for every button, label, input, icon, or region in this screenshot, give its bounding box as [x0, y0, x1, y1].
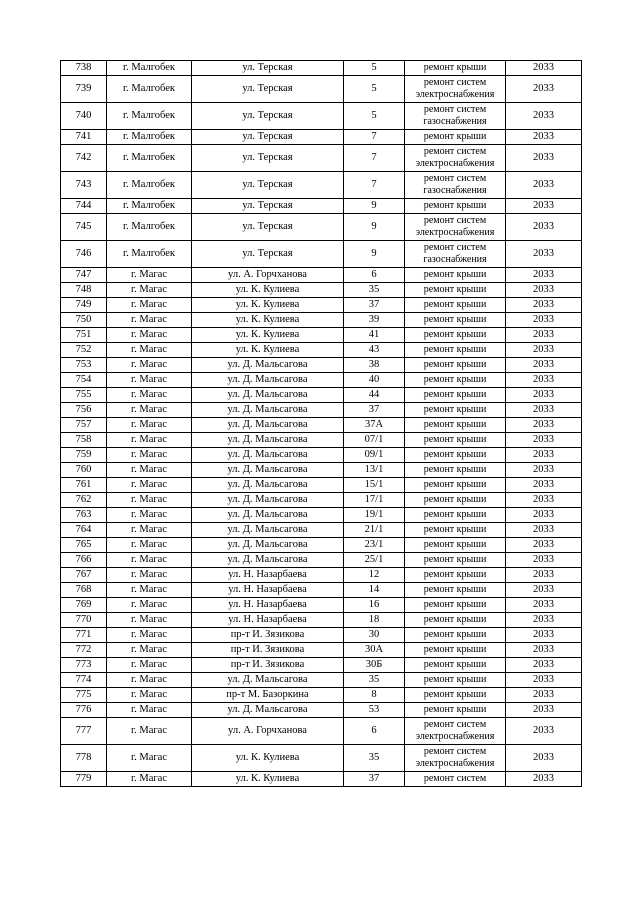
- city-cell: г. Малгобек: [107, 145, 192, 172]
- table-row: [61, 658, 582, 673]
- work-type-cell: ремонт крыши: [405, 478, 506, 493]
- work-type-cell: ремонт крыши: [405, 298, 506, 313]
- house-number-cell: 35: [344, 673, 405, 688]
- work-type-cell: ремонт крыши: [405, 343, 506, 358]
- street-cell: ул. К. Кулиева: [192, 313, 344, 328]
- year-cell: 2033: [506, 718, 582, 745]
- table-row: [61, 130, 582, 145]
- street-cell: пр-т М. Базоркина: [192, 688, 344, 703]
- street-cell: ул. Д. Мальсагова: [192, 538, 344, 553]
- street-cell: ул. Д. Мальсагова: [192, 463, 344, 478]
- street-cell: ул. Терская: [192, 214, 344, 241]
- year-cell: 2033: [506, 268, 582, 283]
- row-number-cell: 755: [61, 388, 107, 403]
- city-cell: г. Магас: [107, 583, 192, 598]
- table-row: [61, 673, 582, 688]
- table-row: [61, 403, 582, 418]
- city-cell: г. Магас: [107, 772, 192, 787]
- table-row: [61, 628, 582, 643]
- work-type-cell: ремонт крыши: [405, 628, 506, 643]
- city-cell: г. Малгобек: [107, 241, 192, 268]
- house-number-cell: 09/1: [344, 448, 405, 463]
- row-number-cell: 757: [61, 418, 107, 433]
- year-cell: 2033: [506, 553, 582, 568]
- year-cell: 2033: [506, 343, 582, 358]
- year-cell: 2033: [506, 448, 582, 463]
- row-number-cell: 773: [61, 658, 107, 673]
- house-number-cell: 37: [344, 772, 405, 787]
- table-row: [61, 268, 582, 283]
- street-cell: ул. Терская: [192, 172, 344, 199]
- row-number-cell: 778: [61, 745, 107, 772]
- work-type-cell: ремонт систем электроснабжения: [405, 76, 506, 103]
- house-number-cell: 9: [344, 199, 405, 214]
- year-cell: 2033: [506, 103, 582, 130]
- year-cell: 2033: [506, 403, 582, 418]
- row-number-cell: 775: [61, 688, 107, 703]
- work-type-cell: ремонт крыши: [405, 433, 506, 448]
- city-cell: г. Магас: [107, 628, 192, 643]
- year-cell: 2033: [506, 673, 582, 688]
- year-cell: 2033: [506, 523, 582, 538]
- city-cell: г. Магас: [107, 703, 192, 718]
- row-number-cell: 740: [61, 103, 107, 130]
- house-number-cell: 5: [344, 103, 405, 130]
- city-cell: г. Магас: [107, 718, 192, 745]
- city-cell: г. Малгобек: [107, 103, 192, 130]
- city-cell: г. Магас: [107, 448, 192, 463]
- house-number-cell: 21/1: [344, 523, 405, 538]
- table-body: [61, 61, 582, 787]
- table-row: [61, 583, 582, 598]
- table-row: [61, 298, 582, 313]
- street-cell: пр-т И. Зязикова: [192, 643, 344, 658]
- work-type-cell: ремонт крыши: [405, 703, 506, 718]
- year-cell: 2033: [506, 61, 582, 76]
- row-number-cell: 744: [61, 199, 107, 214]
- city-cell: г. Магас: [107, 613, 192, 628]
- year-cell: 2033: [506, 76, 582, 103]
- year-cell: 2033: [506, 214, 582, 241]
- house-number-cell: 8: [344, 688, 405, 703]
- table-row: [61, 538, 582, 553]
- house-number-cell: 35: [344, 283, 405, 298]
- row-number-cell: 751: [61, 328, 107, 343]
- work-type-cell: ремонт крыши: [405, 403, 506, 418]
- work-type-cell: ремонт крыши: [405, 328, 506, 343]
- row-number-cell: 745: [61, 214, 107, 241]
- year-cell: 2033: [506, 583, 582, 598]
- work-type-cell: ремонт крыши: [405, 493, 506, 508]
- row-number-cell: 762: [61, 493, 107, 508]
- work-type-cell: ремонт систем электроснабжения: [405, 145, 506, 172]
- row-number-cell: 769: [61, 598, 107, 613]
- work-type-cell: ремонт систем электроснабжения: [405, 214, 506, 241]
- year-cell: 2033: [506, 703, 582, 718]
- table-row: [61, 523, 582, 538]
- row-number-cell: 760: [61, 463, 107, 478]
- work-type-cell: ремонт крыши: [405, 568, 506, 583]
- table-row: [61, 448, 582, 463]
- city-cell: г. Малгобек: [107, 199, 192, 214]
- table-row: [61, 463, 582, 478]
- street-cell: ул. А. Горчханова: [192, 268, 344, 283]
- row-number-cell: 743: [61, 172, 107, 199]
- street-cell: ул. К. Кулиева: [192, 328, 344, 343]
- table-row: [61, 61, 582, 76]
- city-cell: г. Магас: [107, 598, 192, 613]
- year-cell: 2033: [506, 643, 582, 658]
- street-cell: ул. Д. Мальсагова: [192, 373, 344, 388]
- house-number-cell: 40: [344, 373, 405, 388]
- city-cell: г. Малгобек: [107, 214, 192, 241]
- house-number-cell: 38: [344, 358, 405, 373]
- row-number-cell: 765: [61, 538, 107, 553]
- street-cell: ул. Терская: [192, 145, 344, 172]
- year-cell: 2033: [506, 145, 582, 172]
- street-cell: ул. К. Кулиева: [192, 283, 344, 298]
- house-number-cell: 07/1: [344, 433, 405, 448]
- street-cell: ул. К. Кулиева: [192, 298, 344, 313]
- street-cell: ул. Д. Мальсагова: [192, 493, 344, 508]
- table-row: [61, 433, 582, 448]
- table-row: [61, 772, 582, 787]
- work-type-cell: ремонт крыши: [405, 523, 506, 538]
- table-row: [61, 568, 582, 583]
- house-number-cell: 13/1: [344, 463, 405, 478]
- table-row: [61, 343, 582, 358]
- work-type-cell: ремонт крыши: [405, 613, 506, 628]
- table-row: [61, 103, 582, 130]
- work-type-cell: ремонт систем газоснабжения: [405, 172, 506, 199]
- house-number-cell: 17/1: [344, 493, 405, 508]
- row-number-cell: 758: [61, 433, 107, 448]
- work-type-cell: ремонт крыши: [405, 643, 506, 658]
- city-cell: г. Магас: [107, 418, 192, 433]
- year-cell: 2033: [506, 241, 582, 268]
- work-type-cell: ремонт крыши: [405, 418, 506, 433]
- year-cell: 2033: [506, 658, 582, 673]
- street-cell: ул. Терская: [192, 130, 344, 145]
- street-cell: пр-т И. Зязикова: [192, 658, 344, 673]
- table-row: [61, 478, 582, 493]
- row-number-cell: 772: [61, 643, 107, 658]
- city-cell: г. Малгобек: [107, 172, 192, 199]
- city-cell: г. Магас: [107, 283, 192, 298]
- house-number-cell: 6: [344, 268, 405, 283]
- house-number-cell: 19/1: [344, 508, 405, 523]
- work-type-cell: ремонт крыши: [405, 388, 506, 403]
- street-cell: ул. Н. Назарбаева: [192, 583, 344, 598]
- row-number-cell: 779: [61, 772, 107, 787]
- work-type-cell: ремонт систем электроснабжения: [405, 718, 506, 745]
- street-cell: ул. К. Кулиева: [192, 745, 344, 772]
- house-number-cell: 30Б: [344, 658, 405, 673]
- city-cell: г. Магас: [107, 658, 192, 673]
- work-type-cell: ремонт крыши: [405, 448, 506, 463]
- street-cell: ул. Терская: [192, 103, 344, 130]
- city-cell: г. Магас: [107, 478, 192, 493]
- table-row: [61, 388, 582, 403]
- street-cell: ул. Д. Мальсагова: [192, 523, 344, 538]
- city-cell: г. Магас: [107, 523, 192, 538]
- street-cell: ул. Терская: [192, 61, 344, 76]
- row-number-cell: 777: [61, 718, 107, 745]
- city-cell: г. Магас: [107, 433, 192, 448]
- work-type-cell: ремонт крыши: [405, 583, 506, 598]
- row-number-cell: 741: [61, 130, 107, 145]
- street-cell: ул. А. Горчханова: [192, 718, 344, 745]
- work-type-cell: ремонт крыши: [405, 673, 506, 688]
- year-cell: 2033: [506, 598, 582, 613]
- city-cell: г. Магас: [107, 688, 192, 703]
- year-cell: 2033: [506, 298, 582, 313]
- work-type-cell: ремонт систем: [405, 772, 506, 787]
- year-cell: 2033: [506, 199, 582, 214]
- table-row: [61, 688, 582, 703]
- house-number-cell: 7: [344, 172, 405, 199]
- street-cell: ул. Терская: [192, 241, 344, 268]
- work-type-cell: ремонт систем газоснабжения: [405, 103, 506, 130]
- work-type-cell: ремонт крыши: [405, 598, 506, 613]
- table-row: [61, 358, 582, 373]
- work-type-cell: ремонт крыши: [405, 538, 506, 553]
- work-type-cell: ремонт крыши: [405, 658, 506, 673]
- house-number-cell: 7: [344, 145, 405, 172]
- city-cell: г. Магас: [107, 358, 192, 373]
- house-number-cell: 15/1: [344, 478, 405, 493]
- street-cell: ул. К. Кулиева: [192, 343, 344, 358]
- street-cell: ул. Д. Мальсагова: [192, 703, 344, 718]
- row-number-cell: 756: [61, 403, 107, 418]
- work-type-cell: ремонт систем газоснабжения: [405, 241, 506, 268]
- city-cell: г. Магас: [107, 508, 192, 523]
- table-row: [61, 145, 582, 172]
- city-cell: г. Магас: [107, 343, 192, 358]
- year-cell: 2033: [506, 478, 582, 493]
- house-number-cell: 53: [344, 703, 405, 718]
- city-cell: г. Магас: [107, 463, 192, 478]
- table-row: [61, 76, 582, 103]
- table-row: [61, 214, 582, 241]
- work-type-cell: ремонт крыши: [405, 61, 506, 76]
- work-type-cell: ремонт крыши: [405, 553, 506, 568]
- year-cell: 2033: [506, 613, 582, 628]
- year-cell: 2033: [506, 358, 582, 373]
- repair-schedule-table: [60, 60, 582, 787]
- table-row: [61, 313, 582, 328]
- work-type-cell: ремонт крыши: [405, 688, 506, 703]
- row-number-cell: 739: [61, 76, 107, 103]
- house-number-cell: 37А: [344, 418, 405, 433]
- city-cell: г. Малгобек: [107, 61, 192, 76]
- row-number-cell: 746: [61, 241, 107, 268]
- table-row: [61, 598, 582, 613]
- row-number-cell: 752: [61, 343, 107, 358]
- table-row: [61, 373, 582, 388]
- year-cell: 2033: [506, 745, 582, 772]
- year-cell: 2033: [506, 538, 582, 553]
- city-cell: г. Малгобек: [107, 130, 192, 145]
- row-number-cell: 768: [61, 583, 107, 598]
- street-cell: ул. Д. Мальсагова: [192, 358, 344, 373]
- row-number-cell: 750: [61, 313, 107, 328]
- year-cell: 2033: [506, 493, 582, 508]
- city-cell: г. Магас: [107, 745, 192, 772]
- city-cell: г. Магас: [107, 328, 192, 343]
- table-row: [61, 283, 582, 298]
- table-row: [61, 745, 582, 772]
- row-number-cell: 753: [61, 358, 107, 373]
- street-cell: ул. Д. Мальсагова: [192, 673, 344, 688]
- row-number-cell: 770: [61, 613, 107, 628]
- street-cell: ул. Н. Назарбаева: [192, 613, 344, 628]
- street-cell: пр-т И. Зязикова: [192, 628, 344, 643]
- street-cell: ул. Д. Мальсагова: [192, 403, 344, 418]
- street-cell: ул. Д. Мальсагова: [192, 388, 344, 403]
- row-number-cell: 764: [61, 523, 107, 538]
- house-number-cell: 9: [344, 214, 405, 241]
- row-number-cell: 774: [61, 673, 107, 688]
- city-cell: г. Магас: [107, 298, 192, 313]
- city-cell: г. Магас: [107, 538, 192, 553]
- city-cell: г. Магас: [107, 373, 192, 388]
- row-number-cell: 738: [61, 61, 107, 76]
- city-cell: г. Магас: [107, 673, 192, 688]
- house-number-cell: 5: [344, 61, 405, 76]
- year-cell: 2033: [506, 130, 582, 145]
- row-number-cell: 767: [61, 568, 107, 583]
- year-cell: 2033: [506, 388, 582, 403]
- year-cell: 2033: [506, 568, 582, 583]
- house-number-cell: 39: [344, 313, 405, 328]
- row-number-cell: 763: [61, 508, 107, 523]
- city-cell: г. Магас: [107, 568, 192, 583]
- house-number-cell: 9: [344, 241, 405, 268]
- work-type-cell: ремонт крыши: [405, 313, 506, 328]
- work-type-cell: ремонт крыши: [405, 283, 506, 298]
- street-cell: ул. Н. Назарбаева: [192, 568, 344, 583]
- year-cell: 2033: [506, 628, 582, 643]
- row-number-cell: 771: [61, 628, 107, 643]
- year-cell: 2033: [506, 172, 582, 199]
- house-number-cell: 37: [344, 403, 405, 418]
- city-cell: г. Магас: [107, 268, 192, 283]
- row-number-cell: 749: [61, 298, 107, 313]
- year-cell: 2033: [506, 433, 582, 448]
- house-number-cell: 7: [344, 130, 405, 145]
- street-cell: ул. Д. Мальсагова: [192, 418, 344, 433]
- city-cell: г. Магас: [107, 313, 192, 328]
- year-cell: 2033: [506, 418, 582, 433]
- street-cell: ул. Н. Назарбаева: [192, 598, 344, 613]
- year-cell: 2033: [506, 328, 582, 343]
- year-cell: 2033: [506, 373, 582, 388]
- table-row: [61, 718, 582, 745]
- house-number-cell: 16: [344, 598, 405, 613]
- year-cell: 2033: [506, 772, 582, 787]
- house-number-cell: 41: [344, 328, 405, 343]
- year-cell: 2033: [506, 688, 582, 703]
- house-number-cell: 25/1: [344, 553, 405, 568]
- work-type-cell: ремонт крыши: [405, 373, 506, 388]
- house-number-cell: 35: [344, 745, 405, 772]
- table-row: [61, 613, 582, 628]
- row-number-cell: 766: [61, 553, 107, 568]
- table-row: [61, 199, 582, 214]
- street-cell: ул. Терская: [192, 76, 344, 103]
- city-cell: г. Малгобек: [107, 76, 192, 103]
- house-number-cell: 43: [344, 343, 405, 358]
- city-cell: г. Магас: [107, 403, 192, 418]
- row-number-cell: 748: [61, 283, 107, 298]
- house-number-cell: 5: [344, 76, 405, 103]
- row-number-cell: 776: [61, 703, 107, 718]
- house-number-cell: 6: [344, 718, 405, 745]
- year-cell: 2033: [506, 463, 582, 478]
- street-cell: ул. Терская: [192, 199, 344, 214]
- house-number-cell: 30А: [344, 643, 405, 658]
- table-row: [61, 508, 582, 523]
- street-cell: ул. Д. Мальсагова: [192, 448, 344, 463]
- city-cell: г. Магас: [107, 493, 192, 508]
- work-type-cell: ремонт крыши: [405, 463, 506, 478]
- house-number-cell: 37: [344, 298, 405, 313]
- work-type-cell: ремонт крыши: [405, 268, 506, 283]
- table-row: [61, 703, 582, 718]
- house-number-cell: 18: [344, 613, 405, 628]
- house-number-cell: 44: [344, 388, 405, 403]
- street-cell: ул. Д. Мальсагова: [192, 508, 344, 523]
- row-number-cell: 759: [61, 448, 107, 463]
- house-number-cell: 23/1: [344, 538, 405, 553]
- work-type-cell: ремонт крыши: [405, 199, 506, 214]
- house-number-cell: 14: [344, 583, 405, 598]
- table-row: [61, 493, 582, 508]
- house-number-cell: 12: [344, 568, 405, 583]
- table-row: [61, 172, 582, 199]
- year-cell: 2033: [506, 283, 582, 298]
- street-cell: ул. Д. Мальсагова: [192, 478, 344, 493]
- row-number-cell: 761: [61, 478, 107, 493]
- street-cell: ул. Д. Мальсагова: [192, 553, 344, 568]
- work-type-cell: ремонт крыши: [405, 130, 506, 145]
- work-type-cell: ремонт крыши: [405, 508, 506, 523]
- city-cell: г. Магас: [107, 643, 192, 658]
- year-cell: 2033: [506, 313, 582, 328]
- table-row: [61, 328, 582, 343]
- house-number-cell: 30: [344, 628, 405, 643]
- work-type-cell: ремонт крыши: [405, 358, 506, 373]
- year-cell: 2033: [506, 508, 582, 523]
- row-number-cell: 754: [61, 373, 107, 388]
- city-cell: г. Магас: [107, 553, 192, 568]
- work-type-cell: ремонт систем электроснабжения: [405, 745, 506, 772]
- table-row: [61, 643, 582, 658]
- table-row: [61, 553, 582, 568]
- table-row: [61, 418, 582, 433]
- street-cell: ул. К. Кулиева: [192, 772, 344, 787]
- row-number-cell: 747: [61, 268, 107, 283]
- city-cell: г. Магас: [107, 388, 192, 403]
- street-cell: ул. Д. Мальсагова: [192, 433, 344, 448]
- row-number-cell: 742: [61, 145, 107, 172]
- table-row: [61, 241, 582, 268]
